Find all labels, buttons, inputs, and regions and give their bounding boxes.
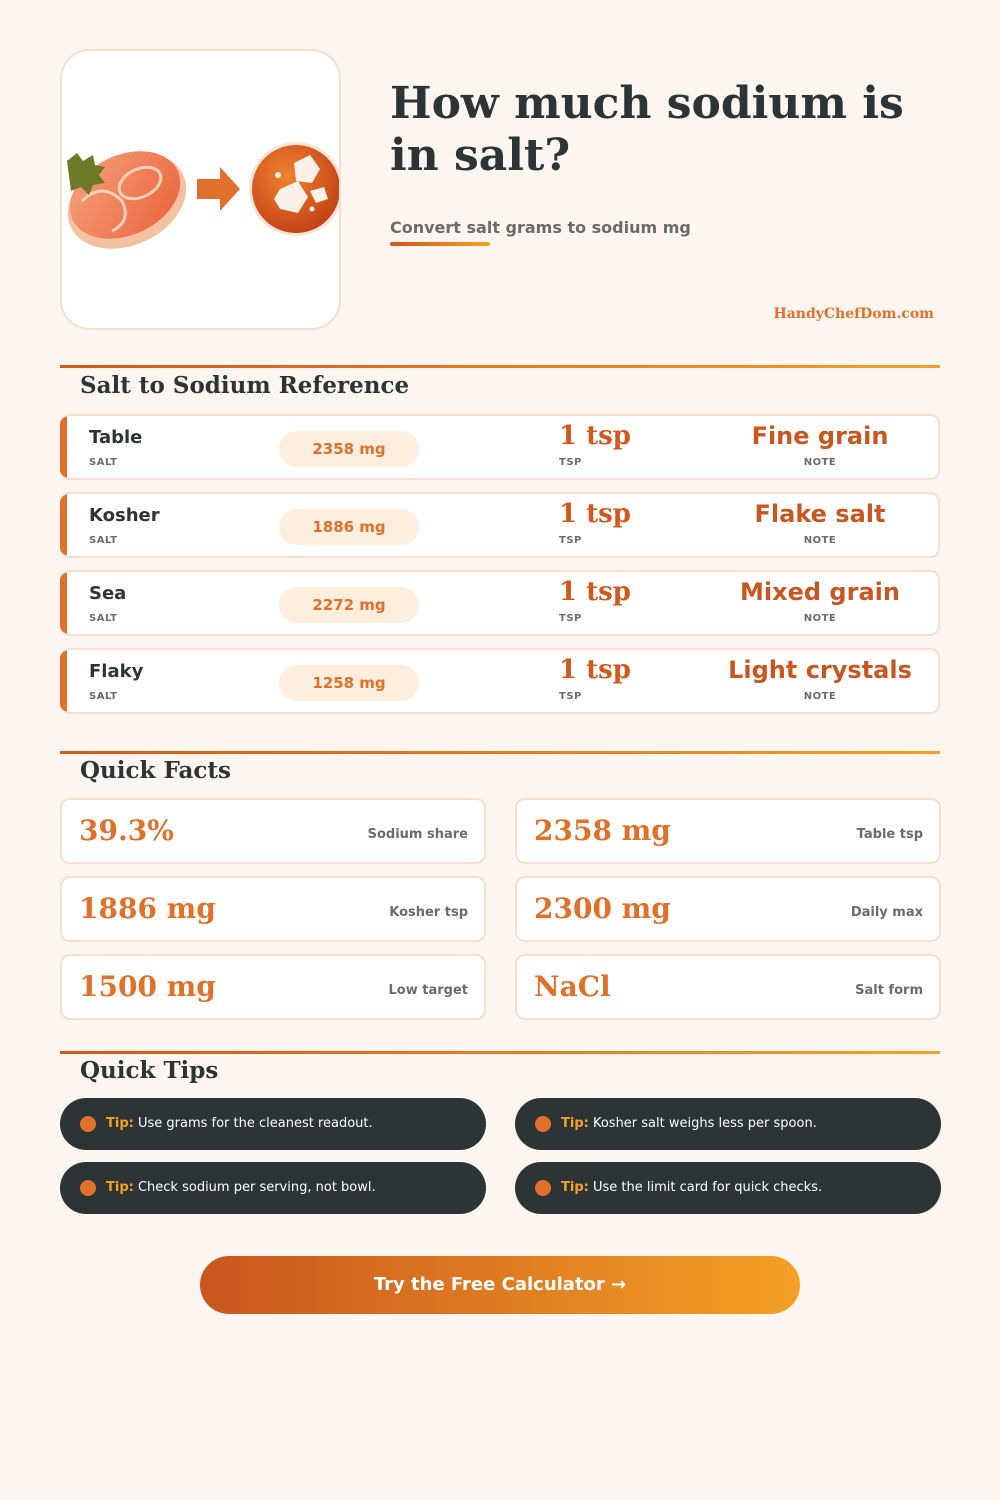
quantity-caption: TSP [559,613,582,624]
sodium-pill: 2272 mg [279,587,419,623]
tip-text: Check sodium per serving, not bowl. [137,1180,376,1195]
salmon-steak-icon [62,134,202,267]
section-divider [60,1051,940,1054]
salt-name-caption: SALT [89,457,118,468]
salt-name-caption: SALT [89,613,118,624]
salt-note-caption: NOTE [803,535,837,546]
salt-crystals-icon [249,142,341,236]
fact-label: Daily max [850,905,923,920]
subtitle-underline [390,242,490,246]
fact-value: 1500 mg [79,970,216,1003]
brand-link[interactable]: HandyChefDom.com [773,306,934,322]
fact-value: NaCl [534,970,611,1003]
salt-name: Sea [89,583,127,604]
arrow-right-icon [197,167,240,211]
fact-card [60,876,486,942]
hero-illustration [62,51,341,330]
tip-prefix: Tip: [106,1180,134,1195]
reference-row [60,648,940,714]
salt-note: Light crystals [728,656,912,684]
fact-value: 1886 mg [79,892,216,925]
section-divider [60,751,940,754]
salt-name-caption: SALT [89,535,118,546]
quantity-caption: TSP [559,691,582,702]
salt-note: Fine grain [751,422,889,450]
quantity: 1 tsp [559,499,631,529]
bullet-dot-icon [80,1116,96,1132]
fact-card [515,954,941,1020]
fact-card [60,798,486,864]
fact-label: Low target [388,983,468,998]
hero-illustration-card [60,49,341,330]
sodium-pill: 2358 mg [279,431,419,467]
salt-name: Kosher [89,505,160,526]
salt-note: Mixed grain [740,578,900,606]
fact-value: 2358 mg [534,814,671,847]
tip-prefix: Tip: [561,1180,589,1195]
fact-label: Sodium share [367,827,468,842]
tip-card [60,1098,486,1150]
section-title-reference: Salt to Sodium Reference [80,372,410,399]
bullet-dot-icon [535,1180,551,1196]
page-title: How much sodium is in salt? [390,78,904,181]
quantity-caption: TSP [559,457,582,468]
bullet-dot-icon [80,1180,96,1196]
quantity: 1 tsp [559,577,631,607]
reference-row [60,492,940,558]
salt-note: Flake salt [754,500,886,528]
tip-prefix: Tip: [106,1116,134,1131]
tip-card [60,1162,486,1214]
try-calculator-button[interactable]: Try the Free Calculator → [200,1256,800,1314]
reference-row [60,414,940,480]
tip-text: Use the limit card for quick checks. [592,1180,823,1195]
fact-value: 39.3% [79,814,174,847]
quantity: 1 tsp [559,421,631,451]
salt-note-caption: NOTE [803,457,837,468]
salt-name: Table [89,427,143,448]
fact-label: Table tsp [856,827,923,842]
section-title-facts: Quick Facts [80,757,231,784]
fact-card [515,798,941,864]
fact-label: Salt form [855,983,923,998]
quantity-caption: TSP [559,535,582,546]
tip-text: Kosher salt weighs less per spoon. [592,1116,817,1131]
tip-text: Use grams for the cleanest readout. [137,1116,373,1131]
salt-note-caption: NOTE [803,691,837,702]
quantity: 1 tsp [559,655,631,685]
page-subtitle: Convert salt grams to sodium mg [390,218,691,237]
tip-card [515,1162,941,1214]
salt-name: Flaky [89,661,144,682]
section-divider [60,365,940,368]
salt-note-caption: NOTE [803,613,837,624]
sodium-pill: 1258 mg [279,665,419,701]
salt-name-caption: SALT [89,691,118,702]
tip-prefix: Tip: [561,1116,589,1131]
fact-label: Kosher tsp [389,905,468,920]
fact-card [60,954,486,1020]
fact-card [515,876,941,942]
fact-value: 2300 mg [534,892,671,925]
bullet-dot-icon [535,1116,551,1132]
reference-row [60,570,940,636]
sodium-pill: 1886 mg [279,509,419,545]
section-title-tips: Quick Tips [80,1057,219,1084]
tip-card [515,1098,941,1150]
